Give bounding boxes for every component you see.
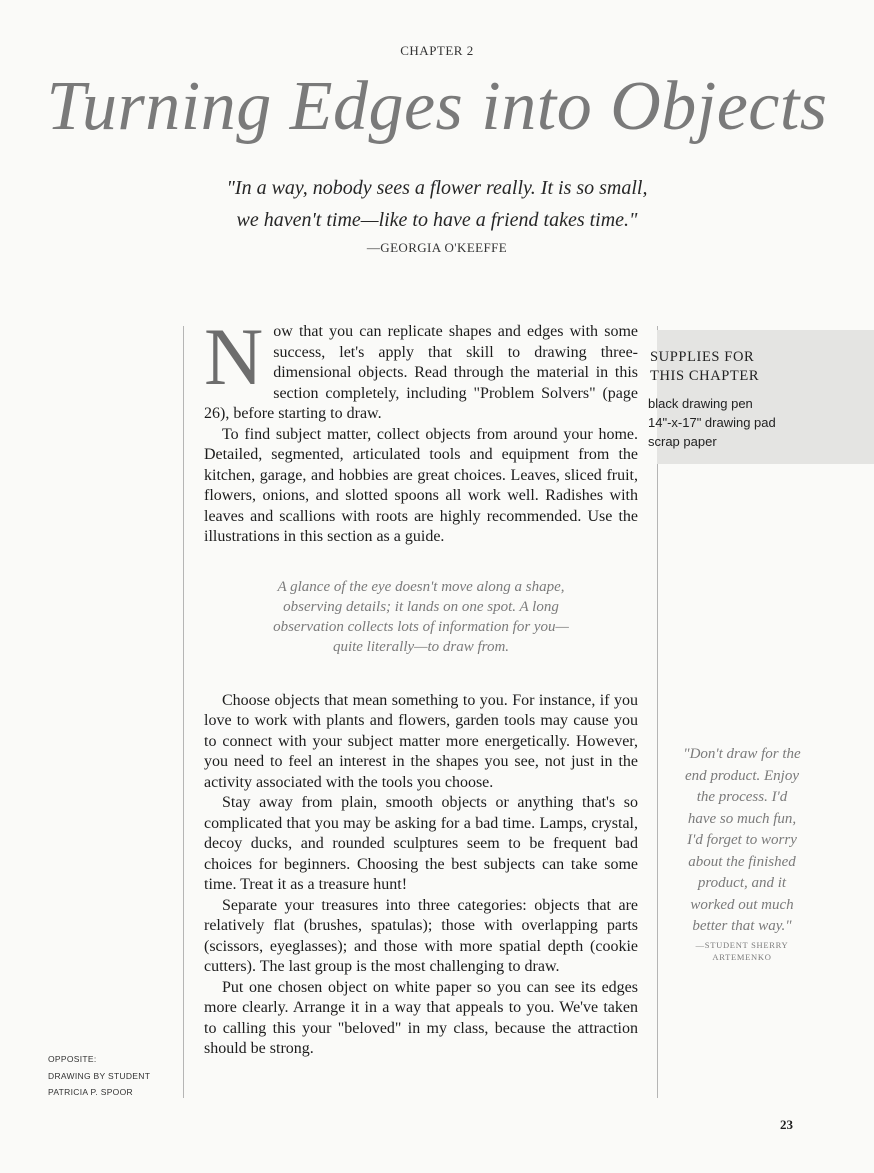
- side-quote-line: about the finished: [688, 853, 796, 870]
- chapter-label: CHAPTER 2: [400, 43, 474, 58]
- pull-quote-line: observation collects lots of information for you—: [273, 618, 569, 635]
- body-paragraph: Put one chosen object on white paper so you can see its edges more clearly. Arrange it in a way that appeals to you. We've taken to calling this your "beloved" in my class, because the attraction should be strong.: [204, 978, 638, 1057]
- epigraph-line: "In a way, nobody sees a flower really. It is so small,: [226, 177, 648, 199]
- pull-quote-line: A glance of the eye doesn't move along a shape,: [277, 578, 565, 595]
- epigraph-attribution: —GEORGIA O'KEEFFE: [366, 240, 508, 255]
- left-column-rule: [183, 326, 184, 1098]
- pull-quote-line: quite literally—to draw from.: [332, 638, 510, 655]
- supplies-heading-line: THIS CHAPTER: [650, 368, 760, 384]
- body-text: [204, 311, 638, 1060]
- caption-line: OPPOSITE:: [48, 1054, 97, 1064]
- epigraph-line: we haven't time—like to have a friend takes time.": [236, 209, 638, 231]
- side-quote-line: better that way.": [692, 918, 792, 934]
- side-quote-line: end product. Enjoy: [684, 767, 799, 784]
- side-quote-line: "Don't draw for the: [683, 746, 801, 762]
- side-quote-line: product, and it: [697, 875, 787, 891]
- side-quote-line: worked out much: [690, 896, 794, 913]
- supplies-heading-line: SUPPLIES FOR: [650, 349, 755, 365]
- side-quote-line: the process. I'd: [696, 789, 788, 805]
- side-attribution-line: ARTEMENKO: [712, 952, 772, 962]
- supplies-heading: [650, 348, 810, 386]
- caption-line: DRAWING BY STUDENT: [48, 1070, 151, 1081]
- pull-quote: [244, 577, 598, 657]
- supplies-list: [648, 394, 828, 451]
- side-quote-attribution: [672, 939, 812, 963]
- side-quote-line: have so much fun,: [687, 810, 797, 827]
- page-number: 23: [780, 1117, 793, 1132]
- supply-item: 14"-x-17" drawing pad: [648, 415, 776, 430]
- drop-cap: N: [204, 311, 264, 402]
- chapter-title: Turning Edges into Objects: [46, 68, 828, 145]
- body-paragraph: Separate your treasures into three categories: objects that are relatively flat (brushes, spatulas); those with overlapping parts (scissors, eyeglasses); and those with more spatial depth (cookie cutters). The last group is the most challenging to draw.: [204, 896, 638, 975]
- paragraph-text: ow that you can replicate shapes and edges with some success, let's apply that skill to drawing three-dimensional objects. Read through the material in this section completely, including "Problem Solvers" (page 26), before starting to draw.: [204, 323, 638, 422]
- epigraph-quote: [150, 172, 724, 236]
- image-caption: [48, 1051, 178, 1101]
- side-quote: [672, 744, 812, 938]
- body-paragraph: [204, 311, 638, 425]
- side-attribution-line: —STUDENT SHERRY: [695, 940, 789, 950]
- pull-quote-line: observing details; it lands on one spot. A long: [283, 598, 559, 615]
- body-paragraph: To find subject matter, collect objects from around your home. Detailed, segmented, articulated tools and equipment from the kitchen, garage, and hobbies are great choices. Leaves, sliced fruit, flowers, onions, and slotted spoons all work well. Radishes with leaves and scallions with roots are highly recommended. Use the illustrations in this section as a guide.: [204, 425, 638, 545]
- supply-item: black drawing pen: [648, 396, 753, 411]
- body-paragraph: Stay away from plain, smooth objects or anything that's so complicated that you may be asking for a bad time. Lamps, crystal, decoy ducks, and rounded sculptures seem to be frequent bad choices for beginners. Choosing the best subjects can take some time. Treat it as a treasure hunt!: [204, 794, 638, 893]
- caption-line: PATRICIA P. SPOOR: [48, 1087, 133, 1097]
- side-quote-line: I'd forget to worry: [687, 832, 797, 848]
- supply-item: scrap paper: [648, 434, 717, 449]
- body-paragraph: Choose objects that mean something to you. For instance, if you love to work with plants and flowers, garden tools may cause you to connect with your subject matter more energetically. However, you need to feel an interest in the shapes you see, not just in the activity associated with the tools you choose.: [204, 691, 638, 791]
